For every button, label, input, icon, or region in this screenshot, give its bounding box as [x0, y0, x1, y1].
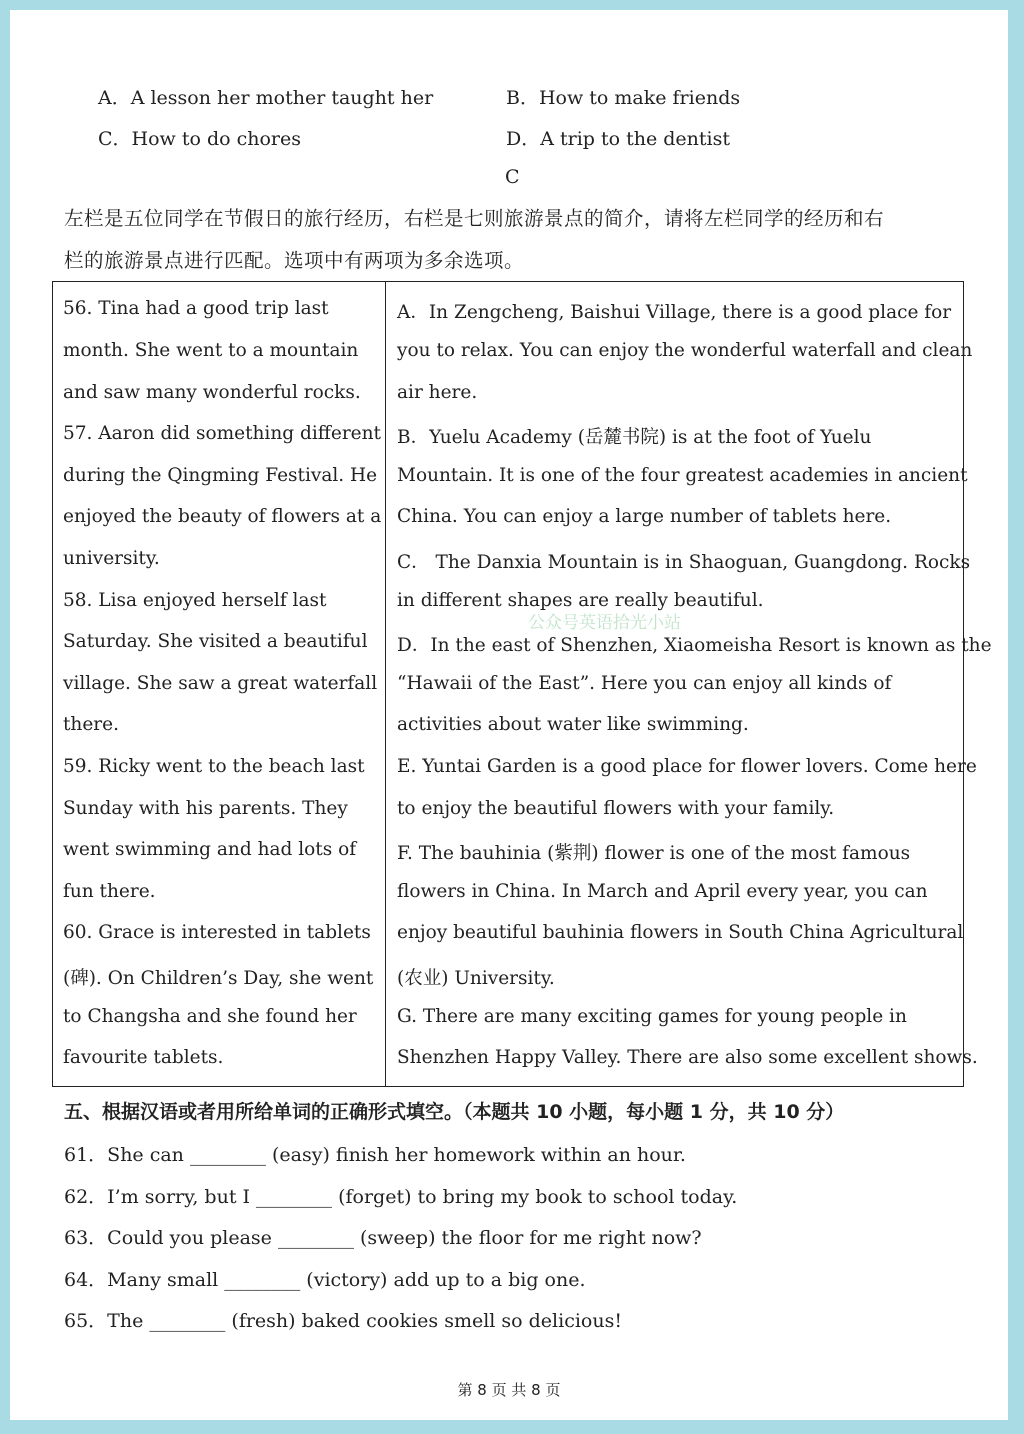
column-divider — [385, 282, 386, 1086]
matching-table — [52, 281, 992, 1087]
left-line: during the Qingming Festival. He — [63, 465, 378, 486]
left-line: fun there. — [63, 881, 156, 902]
right-line: you to relax. You can enjoy the wonderful waterfall and clean — [397, 340, 973, 361]
exam-page — [10, 10, 1008, 1420]
right-line: C． The Danxia Mountain is in Shaoguan, Guangdong. Rocks — [397, 552, 971, 573]
right-line: G. There are many exciting games for young people in — [397, 1006, 907, 1027]
option-c: C．How to do chores — [98, 128, 301, 150]
question-line: 61．She can ________ (easy) finish her homework within an hour. — [64, 1144, 686, 1166]
right-line: air here. — [397, 382, 478, 403]
question-line: 63．Could you please ________ (sweep) the floor for me right now? — [64, 1227, 702, 1249]
left-line: 56. Tina had a good trip last — [63, 298, 329, 319]
right-line: enjoy beautiful bauhinia flowers in South China Agricultural — [397, 922, 964, 943]
left-line: enjoyed the beauty of flowers at a — [63, 506, 382, 527]
section-title: 五、根据汉语或者用所给单词的正确形式填空。（本题共 10 小题，每小题 1 分，共 10 分） — [64, 1101, 845, 1123]
left-line: Sunday with his parents. They — [63, 798, 348, 819]
left-line: there. — [63, 714, 119, 735]
question-line: 65．The ________ (fresh) baked cookies smell so delicious! — [64, 1310, 622, 1332]
watermark-text: 公众号英语拾光小站 — [528, 613, 681, 633]
right-line: to enjoy the beautiful flowers with your family. — [397, 798, 835, 819]
right-line: flowers in China. In March and April every year, you can — [397, 881, 928, 902]
left-line: 57. Aaron did something different — [63, 423, 381, 444]
left-line: university. — [63, 548, 160, 569]
left-line: (碑). On Children’s Day, she went — [63, 968, 374, 989]
right-line: in different shapes are really beautiful. — [397, 590, 764, 611]
left-line: went swimming and had lots of — [63, 839, 357, 860]
option-d: D．A trip to the dentist — [506, 128, 731, 150]
question-line: 62．I’m sorry, but I ________ (forget) to bring my book to school today. — [64, 1186, 738, 1208]
left-line: 59. Ricky went to the beach last — [63, 756, 365, 777]
left-line: favourite tablets. — [63, 1047, 224, 1068]
right-line: Shenzhen Happy Valley. There are also some excellent shows. — [397, 1047, 978, 1068]
answer-mark: C — [505, 166, 520, 188]
left-line: 60. Grace is interested in tablets — [63, 922, 371, 943]
left-line: village. She saw a great waterfall — [63, 673, 378, 694]
instruction-line: 栏的旅游景点进行匹配。选项中有两项为多余选项。 — [64, 249, 525, 272]
option-a: A．A lesson her mother taught her — [98, 87, 434, 109]
right-line: B．Yuelu Academy (岳麓书院) is at the foot of Yuelu — [397, 427, 872, 448]
right-line: D．In the east of Shenzhen, Xiaomeisha Resort is known as the — [397, 635, 992, 656]
right-line: “Hawaii of the East”. Here you can enjoy all kinds of — [397, 673, 892, 694]
right-line: A．In Zengcheng, Baishui Village, there is a good place for — [397, 302, 952, 323]
question-line: 64．Many small ________ (victory) add up to a big one. — [64, 1269, 586, 1291]
left-line: Saturday. She visited a beautiful — [63, 631, 368, 652]
right-line: activities about water like swimming. — [397, 714, 749, 735]
left-line: and saw many wonderful rocks. — [63, 382, 361, 403]
right-line: China. You can enjoy a large number of tablets here. — [397, 506, 892, 527]
instruction-line: 左栏是五位同学在节假日的旅行经历，右栏是七则旅游景点的简介，请将左栏同学的经历和右 — [64, 207, 885, 230]
option-b: B．How to make friends — [506, 87, 741, 109]
left-line: to Changsha and she found her — [63, 1006, 357, 1027]
right-line: Mountain. It is one of the four greatest academies in ancient — [397, 465, 968, 486]
right-line: (农业) University. — [397, 968, 555, 989]
right-line: E. Yuntai Garden is a good place for flower lovers. Come here — [397, 756, 977, 777]
left-line: month. She went to a mountain — [63, 340, 359, 361]
left-line: 58. Lisa enjoyed herself last — [63, 590, 327, 611]
right-line: F. The bauhinia (紫荆) flower is one of the most famous — [397, 843, 911, 864]
page-footer: 第 8 页 共 8 页 — [457, 1381, 561, 1399]
